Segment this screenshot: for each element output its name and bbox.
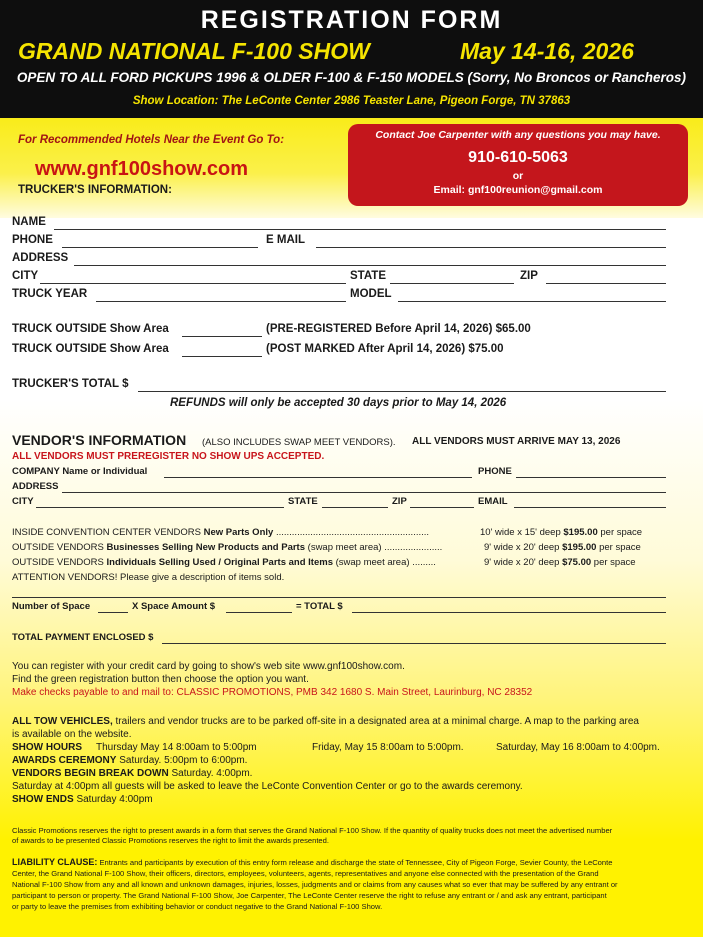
name-label: NAME (12, 216, 46, 228)
liability-clause-4: participant to person or property. The Grand National F-100 Show, Joe Carpenter, The LeConte Center reserve the right to refuse any entrant or / and ask any entrant, participant (12, 891, 607, 900)
show-ends: SHOW ENDS Saturday 4:00pm (12, 794, 153, 805)
liability-clause-2: Center, the Grand National F-100 Show, their officers, directors, employees, volunteers, agents, representatives and anyone else connected with the presentation of the Grand (12, 869, 599, 878)
vendor-rate-business-price: 9' wide x 20' deep $195.00 per space (484, 542, 641, 553)
email-label: E MAIL (266, 234, 305, 246)
hotels-text: For Recommended Hotels Near the Event Go To: (18, 134, 285, 146)
show-hours-label: SHOW HOURS (12, 742, 82, 753)
website-link[interactable]: www.gnf100show.com (35, 158, 248, 180)
vendor-rate-individual: OUTSIDE VENDORS Individuals Selling Used / Original Parts and Items (swap meet area) ......... (12, 557, 436, 568)
vendor-total-field[interactable] (352, 612, 666, 613)
vendor-zip-field[interactable] (410, 507, 474, 508)
contact-intro: Contact Joe Carpenter with any questions you may have. (375, 129, 661, 141)
city-label: CITY (12, 270, 39, 282)
zip-field[interactable] (546, 283, 666, 284)
liability-clause-5: or party to leave the premises from exhibiting behavior or conduct negative to the Grand National F-100 Show. (12, 902, 383, 911)
vendor-city-label: CITY (12, 496, 34, 507)
refunds-note: REFUNDS will only be accepted 30 days prior to May 14, 2026 (170, 397, 507, 409)
num-space-field[interactable] (98, 612, 128, 613)
post-reg-field[interactable] (182, 356, 262, 357)
show-name: GRAND NATIONAL F-100 SHOW (18, 38, 370, 64)
contact-phone: 910-610-5063 (468, 149, 568, 166)
attention-vendors: ATTENTION VENDORS! Please give a description of items sold. (12, 572, 285, 583)
show-dates: May 14-16, 2026 (460, 38, 634, 64)
registration-button-note: Find the green registration button then choose the option you want. (12, 674, 309, 685)
contact-box (348, 124, 688, 206)
awards-policy-2: of awards to be presented Classic Promotions reserves the right to limit the awards presented. (12, 836, 329, 845)
show-hours-friday: Friday, May 15 8:00am to 5:00pm. (312, 742, 464, 753)
state-label: STATE (350, 270, 386, 282)
vendor-heading-note: (ALSO INCLUDES SWAP MEET VENDORS). (202, 437, 396, 448)
vendor-email-label: EMAIL (478, 496, 508, 507)
model-label: MODEL (350, 288, 392, 300)
email-field[interactable] (316, 247, 666, 248)
address-label: ADDRESS (12, 252, 69, 264)
total-payment-label: TOTAL PAYMENT ENCLOSED $ (12, 632, 154, 643)
vendor-total-label: = TOTAL $ (296, 601, 343, 612)
liability-clause-1: LIABILITY CLAUSE: Entrants and participants by execution of this entry form release and discharge the state of Tennessee, City of Pigeon Forge, Sevier County, the LeConte (12, 857, 613, 867)
pre-reg-fee: (PRE-REGISTERED Before April 14, 2026) $65.00 (266, 323, 531, 335)
vendor-address-field[interactable] (62, 492, 666, 493)
city-field[interactable] (40, 283, 346, 284)
vendor-rate-business: OUTSIDE VENDORS Businesses Selling New Products and Parts (swap meet area) ...................... (12, 542, 443, 553)
vendor-arrive-date: ALL VENDORS MUST ARRIVE MAY 13, 2026 (412, 436, 621, 447)
vendor-heading: VENDOR'S INFORMATION (12, 432, 187, 448)
trucker-total-field[interactable] (138, 391, 666, 392)
post-reg-fee: (POST MARKED After April 14, 2026) $75.00 (266, 343, 504, 355)
contact-or: or (512, 170, 524, 182)
awards-ceremony: AWARDS CEREMONY Saturday. 5:00pm to 6:00pm. (12, 755, 248, 766)
liability-clause-3: National F-100 Show from any and all known and unknown damages, injuries, losses, judgments and or claims from any causes what so ever that may be suffered by any entrant or (12, 880, 618, 889)
mail-checks-note: Make checks payable to and mail to: CLASSIC PROMOTIONS, PMB 342 1680 S. Main Street, Laurinburg, NC 28352 (12, 687, 533, 698)
tow-vehicles-note: ALL TOW VEHICLES, trailers and vendor trucks are to be parked off-site in a designated area at a minimal charge. A map to the parking area (12, 716, 639, 727)
vendor-rate-inside-price: 10' wide x 15' deep $195.00 per space (480, 527, 643, 538)
credit-card-note: You can register with your credit card by going to show's web site www.gnf100show.com. (12, 661, 405, 672)
pre-reg-field[interactable] (182, 336, 262, 337)
pre-reg-label: TRUCK OUTSIDE Show Area (12, 323, 169, 335)
space-amount-field[interactable] (226, 612, 292, 613)
vendor-city-field[interactable] (36, 507, 284, 508)
space-amount-label: X Space Amount $ (132, 601, 216, 612)
zip-label: ZIP (520, 270, 538, 282)
trucker-total-label: TRUCKER'S TOTAL $ (12, 378, 129, 390)
trucker-info-heading: TRUCKER'S INFORMATION: (18, 184, 172, 196)
total-payment-field[interactable] (162, 643, 666, 644)
vendor-breakdown: VENDORS BEGIN BREAK DOWN Saturday. 4:00pm. (12, 768, 253, 779)
show-hours-saturday: Saturday, May 16 8:00am to 4:00pm. (496, 742, 660, 753)
vendor-email-field[interactable] (514, 507, 666, 508)
num-space-label: Number of Space (12, 601, 91, 612)
awards-policy-1: Classic Promotions reserves the right to present awards in a form that serves the Grand National F-100 Show. If the quantity of quality trucks does not meet the advertised number (12, 826, 613, 835)
form-title: REGISTRATION FORM (200, 6, 503, 34)
vendor-phone-label: PHONE (478, 466, 512, 477)
vendor-zip-label: ZIP (392, 496, 407, 507)
vendor-address-label: ADDRESS (12, 481, 59, 492)
truck-year-field[interactable] (96, 301, 346, 302)
company-field[interactable] (164, 477, 472, 478)
vendor-phone-field[interactable] (516, 477, 666, 478)
phone-label: PHONE (12, 234, 53, 246)
post-reg-label: TRUCK OUTSIDE Show Area (12, 343, 169, 355)
eligibility-text: OPEN TO ALL FORD PICKUPS 1996 & OLDER F-100 & F-150 MODELS (Sorry, No Broncos or Rancheros) (16, 70, 687, 85)
vendor-prereg-note: ALL VENDORS MUST PREREGISTER NO SHOW UPS ACCEPTED. (12, 451, 325, 462)
tow-vehicles-note-2: is available on the website. (12, 729, 132, 740)
name-field[interactable] (54, 229, 666, 230)
vendor-rate-individual-price: 9' wide x 20' deep $75.00 per space (484, 557, 636, 568)
company-label: COMPANY Name or Individual (12, 466, 148, 477)
vendor-state-field[interactable] (322, 507, 388, 508)
vendor-state-label: STATE (288, 496, 318, 507)
guests-leave-note: Saturday at 4:00pm all guests will be asked to leave the LeConte Convention Center or go to the awards ceremony. (12, 781, 523, 792)
address-field[interactable] (74, 265, 666, 266)
contact-email[interactable]: Email: gnf100reunion@gmail.com (433, 184, 603, 196)
state-field[interactable] (390, 283, 514, 284)
header-banner (0, 0, 703, 118)
phone-field[interactable] (62, 247, 258, 248)
items-description-field[interactable] (12, 597, 666, 598)
model-field[interactable] (398, 301, 666, 302)
show-location: Show Location: The LeConte Center 2986 Teaster Lane, Pigeon Forge, TN 37863 (132, 95, 571, 107)
truck-year-label: TRUCK YEAR (12, 288, 88, 300)
vendor-rate-inside: INSIDE CONVENTION CENTER VENDORS New Parts Only .......................................................... (12, 527, 430, 538)
show-hours-thursday: Thursday May 14 8:00am to 5:00pm (96, 742, 257, 753)
